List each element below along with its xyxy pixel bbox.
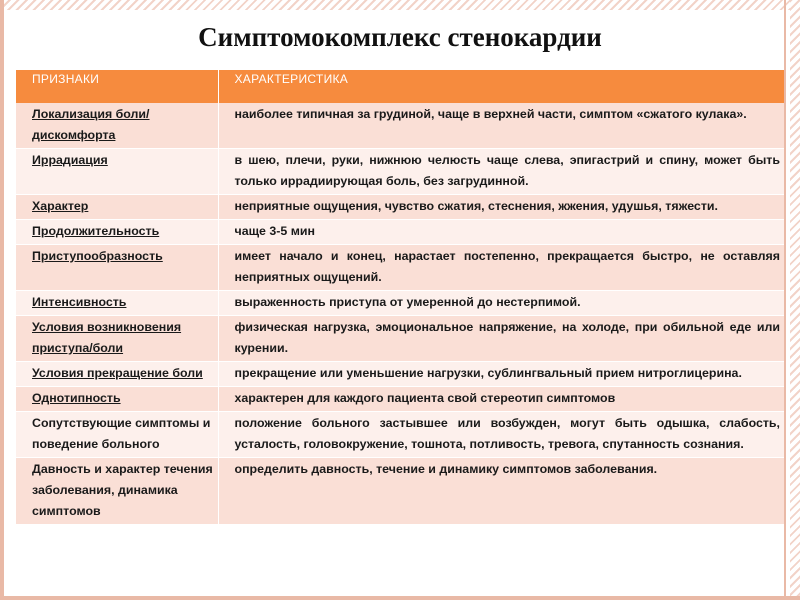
table-row (16, 362, 784, 387)
table-row (16, 316, 784, 362)
description-cell: неприятные ощущения, чувство сжатия, стеснения, жжения, удушья, тяжести. (218, 195, 784, 220)
feature-cell: Локализация боли/дискомфорта (16, 103, 218, 149)
table-row (16, 458, 784, 525)
table-row (16, 245, 784, 291)
description-cell: положение больного застывшее или возбужден, могут быть одышка, слабость, усталость, головокружение, тошнота, потливость, тревога, спутанность сознания. (218, 412, 784, 458)
symptom-table-container (16, 70, 784, 525)
header-features: ПРИЗНАКИ (16, 70, 218, 103)
description-cell: наиболее типичная за грудиной, чаще в верхней части, симптом «сжатого кулака». (218, 103, 784, 149)
table-body (16, 103, 784, 525)
decorative-left-border (0, 0, 4, 600)
description-cell: в шею, плечи, руки, нижнюю челюсть чаще слева, эпигастрий и спину, может быть только иррадиирующая боль, без загрудинной. (218, 149, 784, 195)
decorative-right-line (784, 0, 786, 600)
description-cell: выраженность приступа от умеренной до нестерпимой. (218, 291, 784, 316)
table-row (16, 387, 784, 412)
description-cell: чаще 3-5 мин (218, 220, 784, 245)
feature-cell: Интенсивность (16, 291, 218, 316)
header-characteristics: ХАРАКТЕРИСТИКА (218, 70, 784, 103)
slide-title: Симптомокомплекс стенокардии (198, 22, 602, 52)
table-row (16, 220, 784, 245)
description-cell: физическая нагрузка, эмоциональное напряжение, на холоде, при обильной еде или курении. (218, 316, 784, 362)
symptom-table (16, 70, 784, 525)
feature-cell: Условия прекращение боли (16, 362, 218, 387)
feature-cell: Сопутствующие симптомы и поведение больного (16, 412, 218, 458)
description-cell: имеет начало и конец, нарастает постепенно, прекращается быстро, не оставляя неприятных ощущений. (218, 245, 784, 291)
table-header-row (16, 70, 784, 103)
decorative-top-stripes (0, 0, 800, 10)
description-cell: определить давность, течение и динамику симптомов заболевания. (218, 458, 784, 525)
table-row (16, 103, 784, 149)
feature-cell: Продолжительность (16, 220, 218, 245)
description-cell: характерен для каждого пациента свой стереотип симптомов (218, 387, 784, 412)
table-row (16, 195, 784, 220)
feature-cell: Иррадиация (16, 149, 218, 195)
table-row (16, 412, 784, 458)
feature-cell: Характер (16, 195, 218, 220)
decorative-right-stripes (790, 0, 800, 600)
feature-cell: Давность и характер течения заболевания, динамика симптомов (16, 458, 218, 525)
table-row (16, 291, 784, 316)
feature-cell: Однотипность (16, 387, 218, 412)
feature-cell: Условия возникновения приступа/боли (16, 316, 218, 362)
feature-cell: Приступообразность (16, 245, 218, 291)
decorative-bottom-border (0, 596, 800, 600)
table-row (16, 149, 784, 195)
description-cell: прекращение или уменьшение нагрузки, сублингвальный прием нитроглицерина. (218, 362, 784, 387)
